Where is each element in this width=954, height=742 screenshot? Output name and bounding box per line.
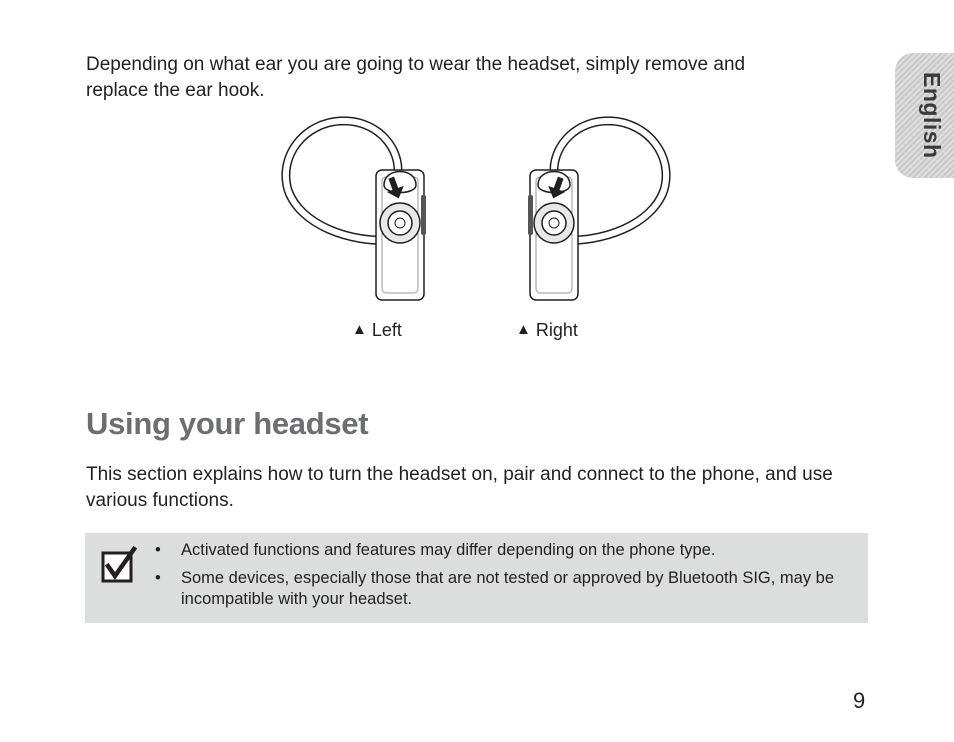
triangle-up-icon: ▲ xyxy=(516,321,531,338)
left-caption xyxy=(352,319,402,341)
triangle-up-icon: ▲ xyxy=(352,321,367,338)
note-list xyxy=(155,540,855,617)
right-caption-label: Right xyxy=(535,320,578,340)
note-item: • Some devices, especially those that are not tested or approved by Bluetooth SIG, may be incompatible with your headset. xyxy=(155,568,855,610)
section-heading: Using your headset xyxy=(86,406,369,441)
right-caption xyxy=(516,319,578,341)
intro-paragraph: Depending on what ear you are going to wear the headset, simply remove and replace the ear hook. xyxy=(86,54,746,101)
checkbox-check-icon xyxy=(100,546,138,584)
headset-left-illustration xyxy=(280,115,430,310)
section-paragraph: This section explains how to turn the headset on, pair and connect to the phone, and use various functions. xyxy=(86,464,833,511)
note-item: • Activated functions and features may differ depending on the phone type. xyxy=(155,540,855,561)
language-tab-label: English xyxy=(919,72,945,159)
headset-right-illustration xyxy=(522,115,672,310)
left-caption-label: Left xyxy=(371,320,402,340)
page-number: 9 xyxy=(853,688,866,713)
